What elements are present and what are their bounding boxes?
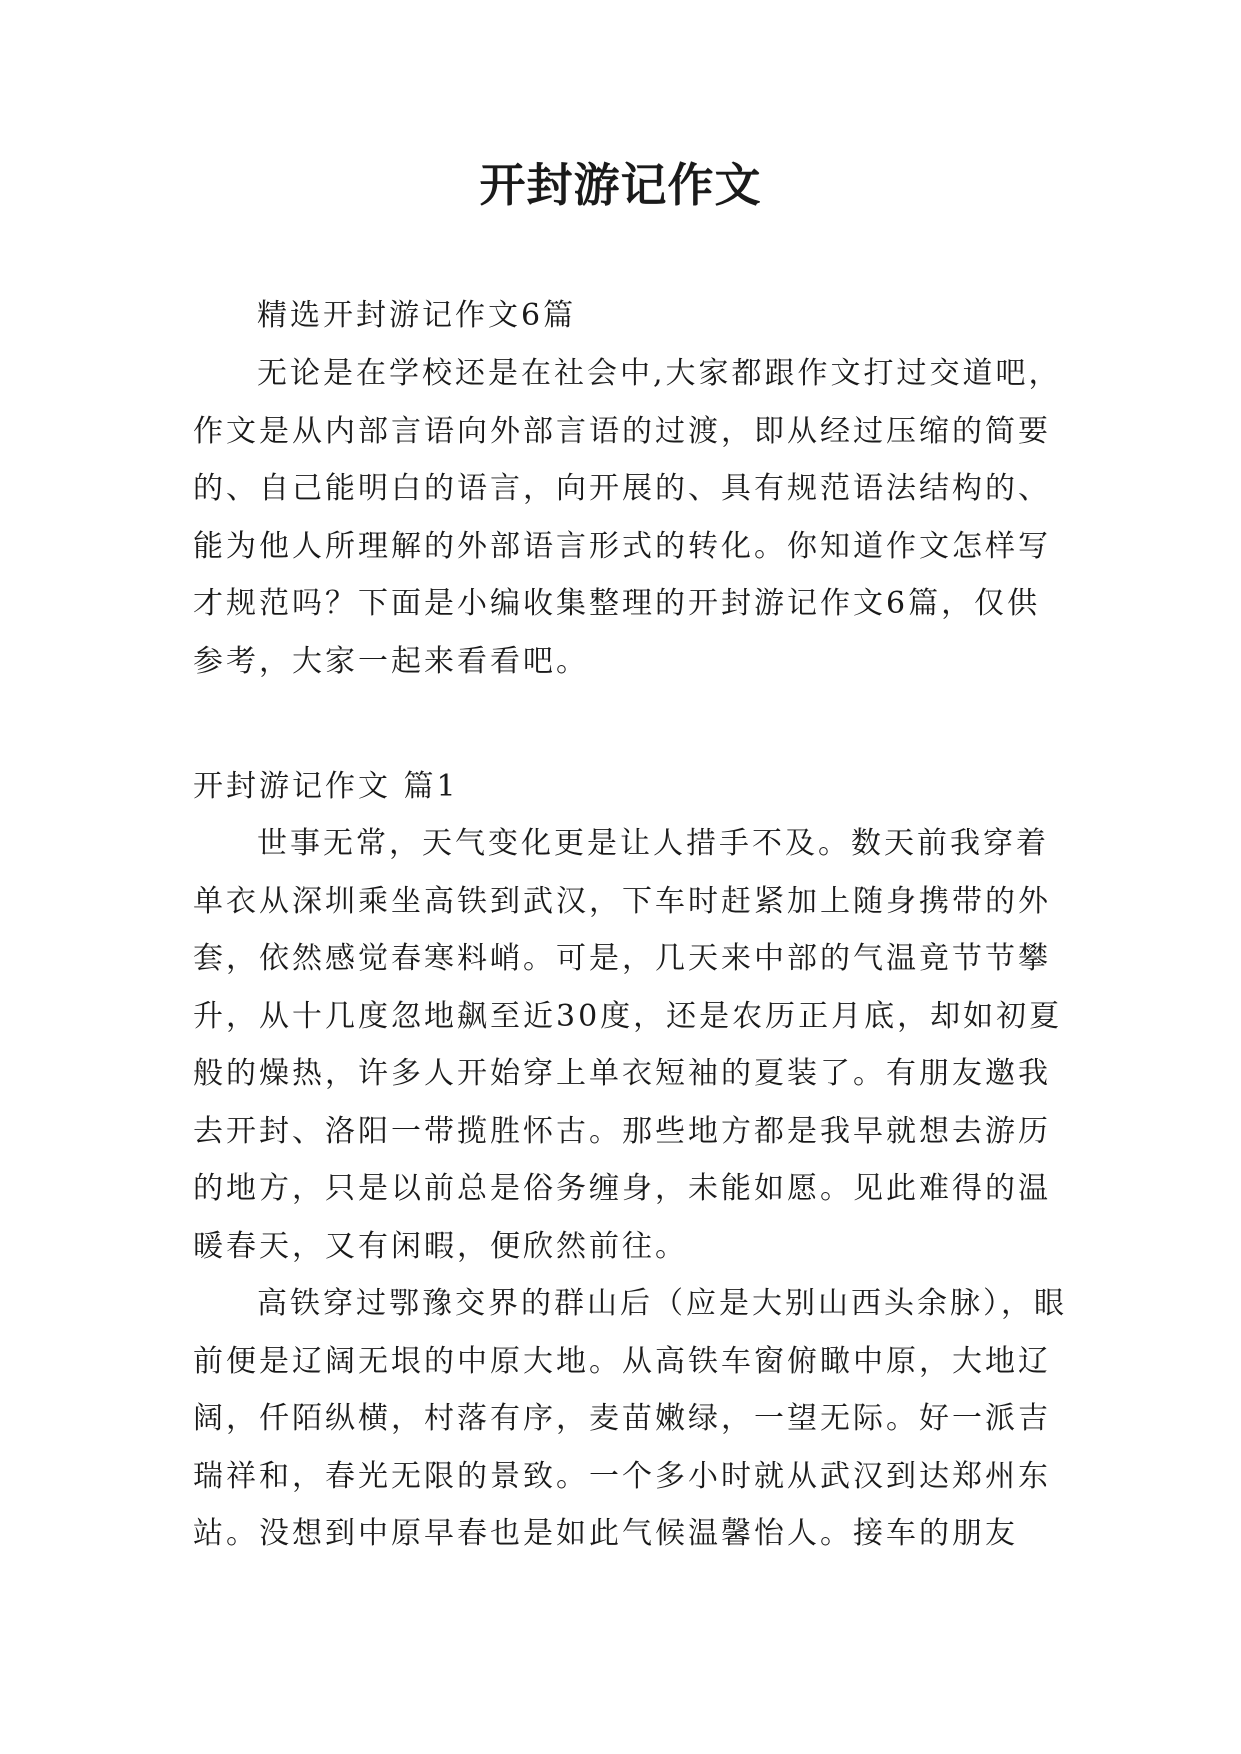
document-subtitle: 精选开封游记作文6篇 <box>257 298 577 333</box>
section-paragraph: 高铁穿过鄂豫交界的群山后（应是大别山西头余脉），眼前便是辽阔无垠的中原大地。从高铁车窗俯瞰中原，大地辽阔，仟陌纵横，村落有序，麦苗嫩绿，一望无际。好一派吉瑞祥和，春光无限的景致。一个多小时就从武汉到达郑州东站。没想到中原早春也是如此气候温馨怡人。接车的朋友 <box>193 1286 1067 1551</box>
section-body <box>193 815 1073 1563</box>
document-title: 开封游记作文 <box>479 158 762 212</box>
intro-paragraph <box>193 345 1073 690</box>
section-heading: 开封游记作文 篇1 <box>193 769 459 804</box>
section-paragraph: 世事无常，天气变化更是让人措手不及。数天前我穿着单衣从深圳乘坐高铁到武汉，下车时赶紧加上随身携带的外套，依然感觉春寒料峭。可是，几天来中部的气温竟节节攀升，从十几度忽地飙至近30度，还是农历正月底，却如初夏般的燥热，许多人开始穿上单衣短袖的夏装了。有朋友邀我去开封、洛阳一带揽胜怀古。那些地方都是我早就想去游历的地方，只是以前总是俗务缠身，未能如愿。见此难得的温暖春天，又有闲暇，便欣然前往。 <box>193 826 1063 1264</box>
intro-text: 无论是在学校还是在社会中,大家都跟作文打过交道吧，作文是从内部言语向外部言语的过渡，即从经过压缩的简要的、自己能明白的语言，向开展的、具有规范语法结构的、能为他人所理解的外部语言形式的转化。你知道作文怎样写才规范吗？下面是小编收集整理的开封游记作文6篇，仅供参考，大家一起来看看吧。 <box>193 356 1062 679</box>
